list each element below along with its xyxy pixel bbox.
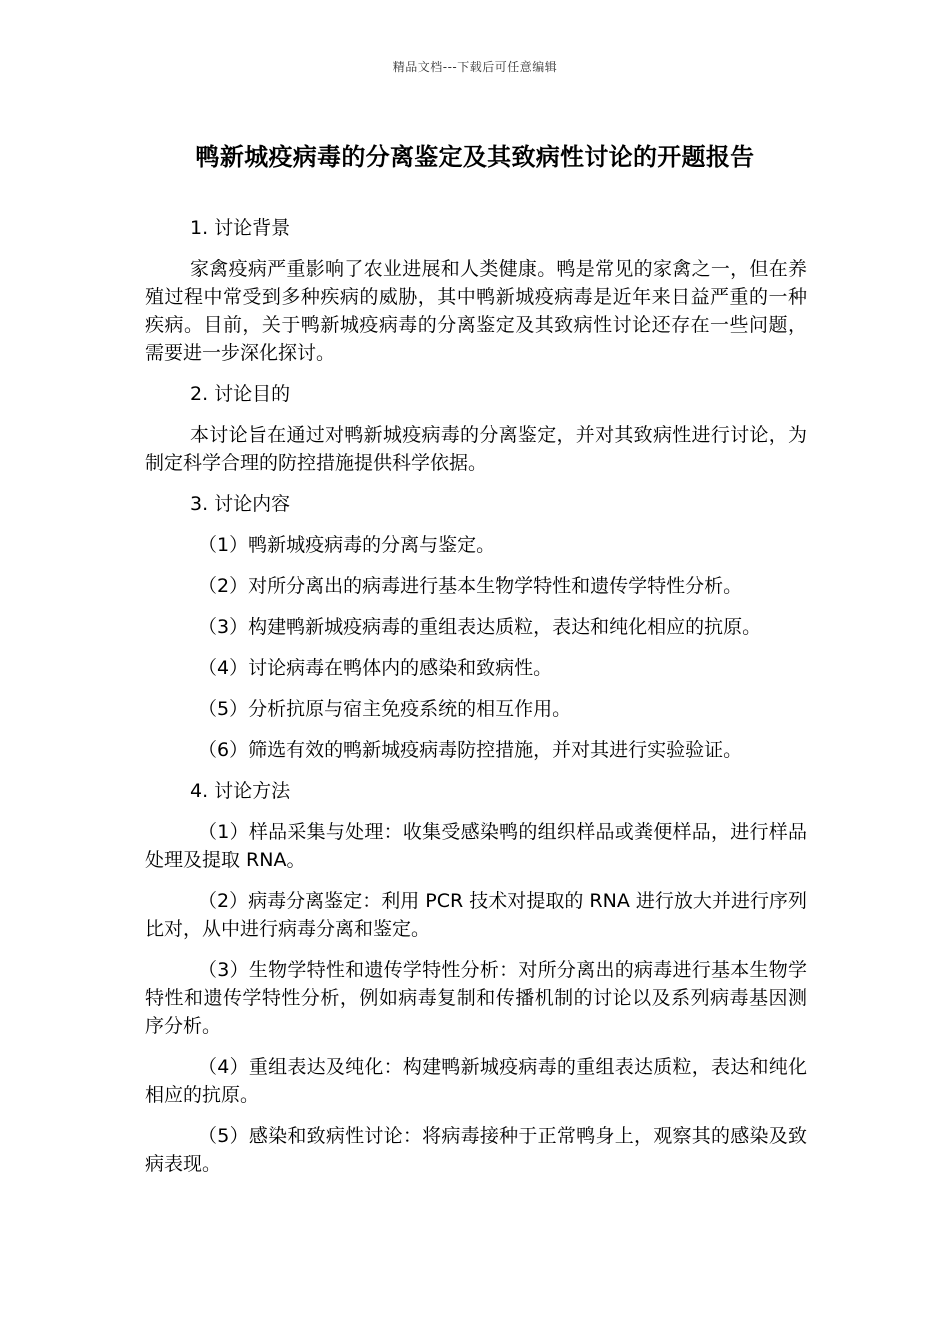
method-item-1: （1）样品采集与处理：收集受感染鸭的组织样品或粪便样品，进行样品处理及提取 RNA。 [145,821,807,871]
section-heading-background: 1. 讨论背景 [190,217,291,239]
paragraph-purpose: 本讨论旨在通过对鸭新城疫病毒的分离鉴定，并对其致病性进行讨论，为制定科学合理的防控措施提供科学依据。 [145,424,807,474]
method-item-3: （3）生物学特性和遗传学特性分析：对所分离出的病毒进行基本生物学特性和遗传学特性分析，例如病毒复制和传播机制的讨论以及系列病毒基因测序分析。 [145,959,807,1037]
section-heading-purpose: 2. 讨论目的 [190,383,291,405]
document-title: 鸭新城疫病毒的分离鉴定及其致病性讨论的开题报告 [195,143,755,171]
section-heading-content: 3. 讨论内容 [190,493,291,515]
content-item-1: （1）鸭新城疫病毒的分离与鉴定。 [198,534,496,556]
paragraph-background: 家禽疫病严重影响了农业进展和人类健康。鸭是常见的家禽之一，但在养殖过程中常受到多种疾病的威胁，其中鸭新城疫病毒是近年来日益严重的一种疾病。目前，关于鸭新城疫病毒的分离鉴定及其致病性讨论还存在一些问题，需要进一步深化探讨。 [145,258,807,364]
content-item-6: （6）筛选有效的鸭新城疫病毒防控措施，并对其进行实验验证。 [198,739,743,761]
content-item-2: （2）对所分离出的病毒进行基本生物学特性和遗传学特性分析。 [198,575,743,597]
method-item-5: （5）感染和致病性讨论：将病毒接种于正常鸭身上，观察其的感染及致病表现。 [145,1125,807,1175]
method-item-4: （4）重组表达及纯化：构建鸭新城疫病毒的重组表达质粒，表达和纯化相应的抗原。 [145,1056,807,1106]
section-heading-methods: 4. 讨论方法 [190,780,291,802]
content-item-5: （5）分析抗原与宿主免疫系统的相互作用。 [198,698,572,720]
header-note: 精品文档---下载后可任意编辑 [392,60,558,74]
content-item-4: （4）讨论病毒在鸭体内的感染和致病性。 [198,657,553,679]
method-item-2: （2）病毒分离鉴定：利用 PCR 技术对提取的 RNA 进行放大并进行序列比对，从中进行病毒分离和鉴定。 [145,890,807,940]
content-item-3: （3）构建鸭新城疫病毒的重组表达质粒，表达和纯化相应的抗原。 [198,616,762,638]
document-body [145,214,807,1191]
